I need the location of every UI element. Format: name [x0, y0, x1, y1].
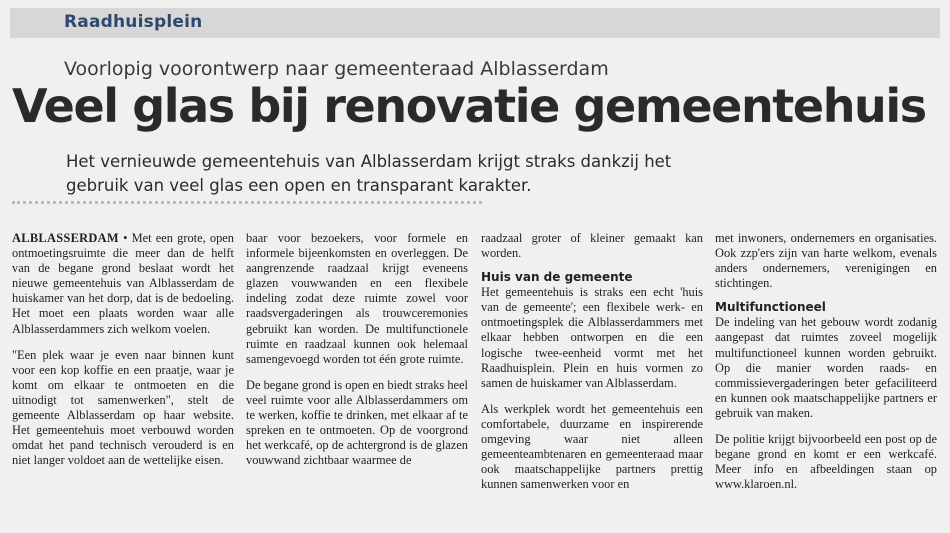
- article-paragraph: Als werkplek wordt het gemeentehuis een comfortabele, duurzame en inspirerende omgeving waar niet alleen gemeenteambtenaren en gemeenteraad maar ook maatschappelijke partners prettig kunnen samenwerken voor en: [481, 401, 703, 492]
- article-paragraph: met inwoners, ondernemers en organisaties. Ook zzp'ers zijn van harte welkom, evenals anders ondernemers, verenigingen en stichtingen.: [715, 231, 937, 291]
- article-column-2: [246, 231, 468, 468]
- article-paragraph: De politie krijgt bijvoorbeeld een post op de begane grond en komt er een werkcafé. Meer info en afbeeldingen staan op www.klaroen.nl.: [715, 432, 937, 492]
- article-paragraph: "Een plek waar je even naar binnen kunt voor een kop koffie en een praatje, waar je komt om elkaar te ontmoeten en die uitnodigt tot samenwerken", stelt de gemeente Alblasserdam op haar website. Het gemeentehuis moet verbouwd worden omdat het pand technisch verouderd is en niet langer voldoet aan de wettelijke eisen.: [12, 347, 234, 468]
- article-paragraph: ALBLASSERDAM • Met een grote, open ontmoetingsruimte die meer dan de helft van de begane grond beslaat wordt het nieuwe gemeentehuis van Alblasserdam de huiskamer van het dorp, dat is de bedoeling. Het moet een plaats worden waar alle Alblasserdammers zich welkom voelen.: [12, 231, 234, 336]
- dotted-divider: [12, 201, 482, 207]
- subheading-multifunctioneel: Multifunctioneel: [715, 300, 826, 315]
- article-paragraph: raadzaal groter of kleiner gemaakt kan worden.: [481, 231, 703, 261]
- intro-lead: Het vernieuwde gemeentehuis van Alblasserdam krijgt straks dankzij het gebruik van veel glas een open en transparant karakter.: [66, 152, 672, 195]
- headline: Veel glas bij renovatie gemeentehuis: [12, 79, 926, 133]
- kicker-subheading: Voorlopig voorontwerp naar gemeenteraad Alblasserdam: [64, 58, 609, 80]
- dateline-bullet: •: [118, 231, 132, 245]
- article-paragraph: baar voor bezoekers, voor formele en informele bijeenkomsten en overleggen. De aangrenzende raadzaal krijgt eveneens glazen vouwwanden en een flexibele indeling zodat deze ruimte zowel voor raadsvergaderingen als trouwceremonies gebruikt kan worden. De multifunctionele ruimte en raadzaal kunnen ook helemaal samengevoegd worden tot één grote ruimte.: [246, 231, 468, 366]
- dateline: ALBLASSERDAM: [12, 231, 119, 245]
- article-column-4: [715, 231, 937, 492]
- article-paragraph: De indeling van het gebouw wordt zodanig aangepast dat ruimtes zoveel mogelijk multifunctioneel kunnen worden gebruikt. Op die manier worden raads- en commissievergaderingen beter gefaciliteerd en kunnen ook maatschappelijke partners er gebruik van maken.: [715, 315, 937, 420]
- article-column-3: [481, 231, 703, 492]
- section-rubric: Raadhuisplein: [64, 12, 203, 32]
- article-column-1: [12, 231, 234, 468]
- article-paragraph: De begane grond is open en biedt straks heel veel ruimte voor alle Alblasserdammers om te werken, koffie te drinken, met elkaar af te spreken en te ontmoeten. Op de voorgrond het werkcafé, op de achtergrond is de glazen vouwwand zichtbaar waarmee de: [246, 377, 468, 468]
- subheading-huis-van-de-gemeente: Huis van de gemeente: [481, 270, 633, 285]
- article-paragraph: Het gemeentehuis is straks een echt 'huis van de gemeente'; een flexibele werk- en ontmoetingsplek die Alblasserdammers met elkaar hebben ontworpen en die een logische twee-eenheid vormt met het Raadhuisplein. Plein en huis vormen zo samen de huiskamer van Alblasserdam.: [481, 285, 703, 390]
